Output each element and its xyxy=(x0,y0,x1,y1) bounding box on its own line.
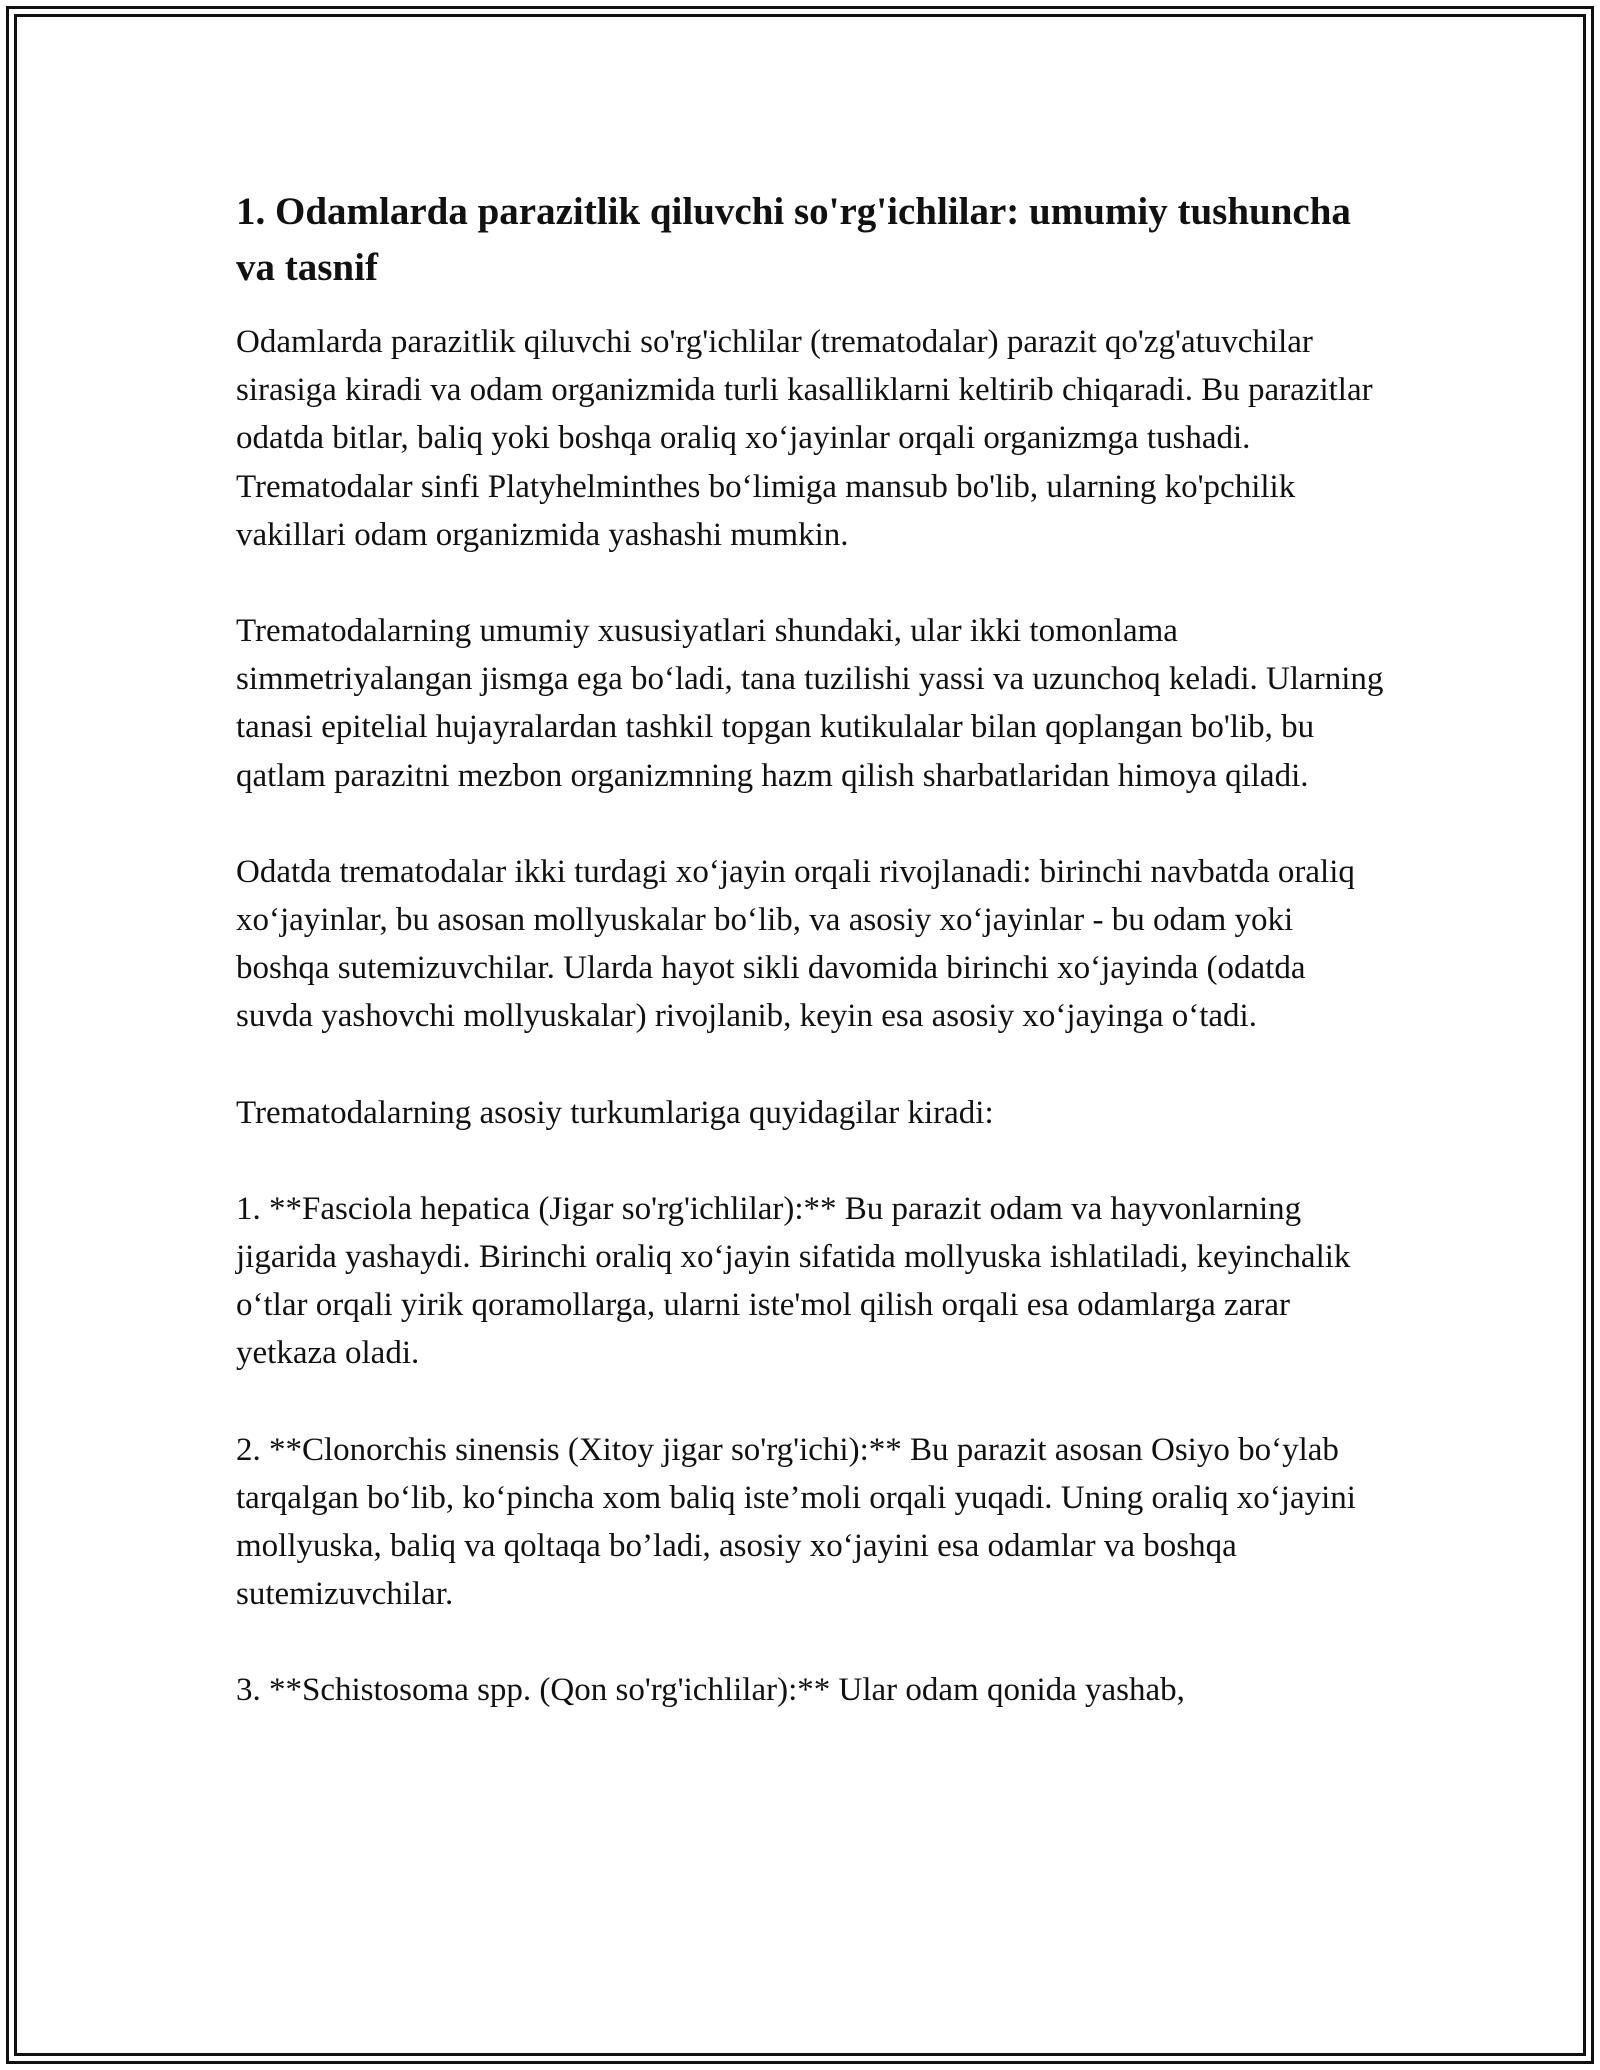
document-body xyxy=(236,184,1386,1763)
paragraph-life-cycle: Odatda trematodalar ikki turdagi xo‘jayin orqali rivojlanadi: birinchi navbatda oraliq xo‘jayinlar, bu asosan mollyuskalar bo‘lib, va asosiy xo‘jayinlar - bu odam yoki boshqa sutemizuvchilar. Ularda hayot sikli davomida birinchi xo‘jayinda (odatda suvda yashovchi mollyuskalar) rivojlanib, keyin esa asosiy xo‘jayinga o‘tadi. xyxy=(236,853,1355,1035)
list-item-clonorchis: 2. **Clonorchis sinensis (Xitoy jigar so'rg'ichi):** Bu parazit asosan Osiyo bo‘ylab tarqalgan bo‘lib, ko‘pincha xom baliq iste’moli orqali yuqadi. Uning oraliq xo‘jayini mollyuska, baliq va qoltaqa bo’ladi, asosiy xo‘jayini esa odamlar va boshqa sutemizuvchilar. xyxy=(236,1431,1356,1613)
paragraph-general-features: Trematodalarning umumiy xususiyatlari shundaki, ular ikki tomonlama simmetriyalangan jismga ega bo‘ladi, tana tuzilishi yassi va uzunchoq keladi. Ularning tanasi epitelial hujayralardan tashkil topgan kutikulalar bilan qoplangan bo'lib, bu qatlam parazitni mezbon organizmning hazm qilish sharbatlaridan himoya qiladi. xyxy=(236,613,1384,794)
list-item-schistosoma: 3. **Schistosoma spp. (Qon so'rg'ichlilar):** Ular odam qonida yashab, xyxy=(236,1672,1185,1709)
paragraph-list-intro: Trematodalarning asosiy turkumlariga quyidagilar kiradi: xyxy=(236,1094,994,1131)
section-heading: 1. Odamlarda parazitlik qiluvchi so'rg'ichlilar: umumiy tushuncha va tasnif xyxy=(236,190,1351,289)
paragraph-intro: Odamlarda parazitlik qiluvchi so'rg'ichlilar (trematodalar) parazit qo'zg'atuvchilar sirasiga kiradi va odam organizmida turli kasalliklarni keltirib chiqaradi. Bu parazitlar odatda bitlar, baliq yoki boshqa oraliq xo‘jayinlar orqali organizmga tushadi. Trematodalar sinfi Platyhelminthes bo‘limiga mansub bo'lib, ularning ko'pchilik vakillari odam organizmida yashashi mumkin. xyxy=(236,324,1373,553)
list-item-fasciola: 1. **Fasciola hepatica (Jigar so'rg'ichlilar):** Bu parazit odam va hayvonlarning jigarida yashaydi. Birinchi oraliq xo‘jayin sifatida mollyuska ishlatiladi, keyinchalik o‘tlar orqali yirik qoramollarga, ularni iste'mol qilish orqali esa odamlarga zarar yetkaza oladi. xyxy=(236,1190,1351,1372)
